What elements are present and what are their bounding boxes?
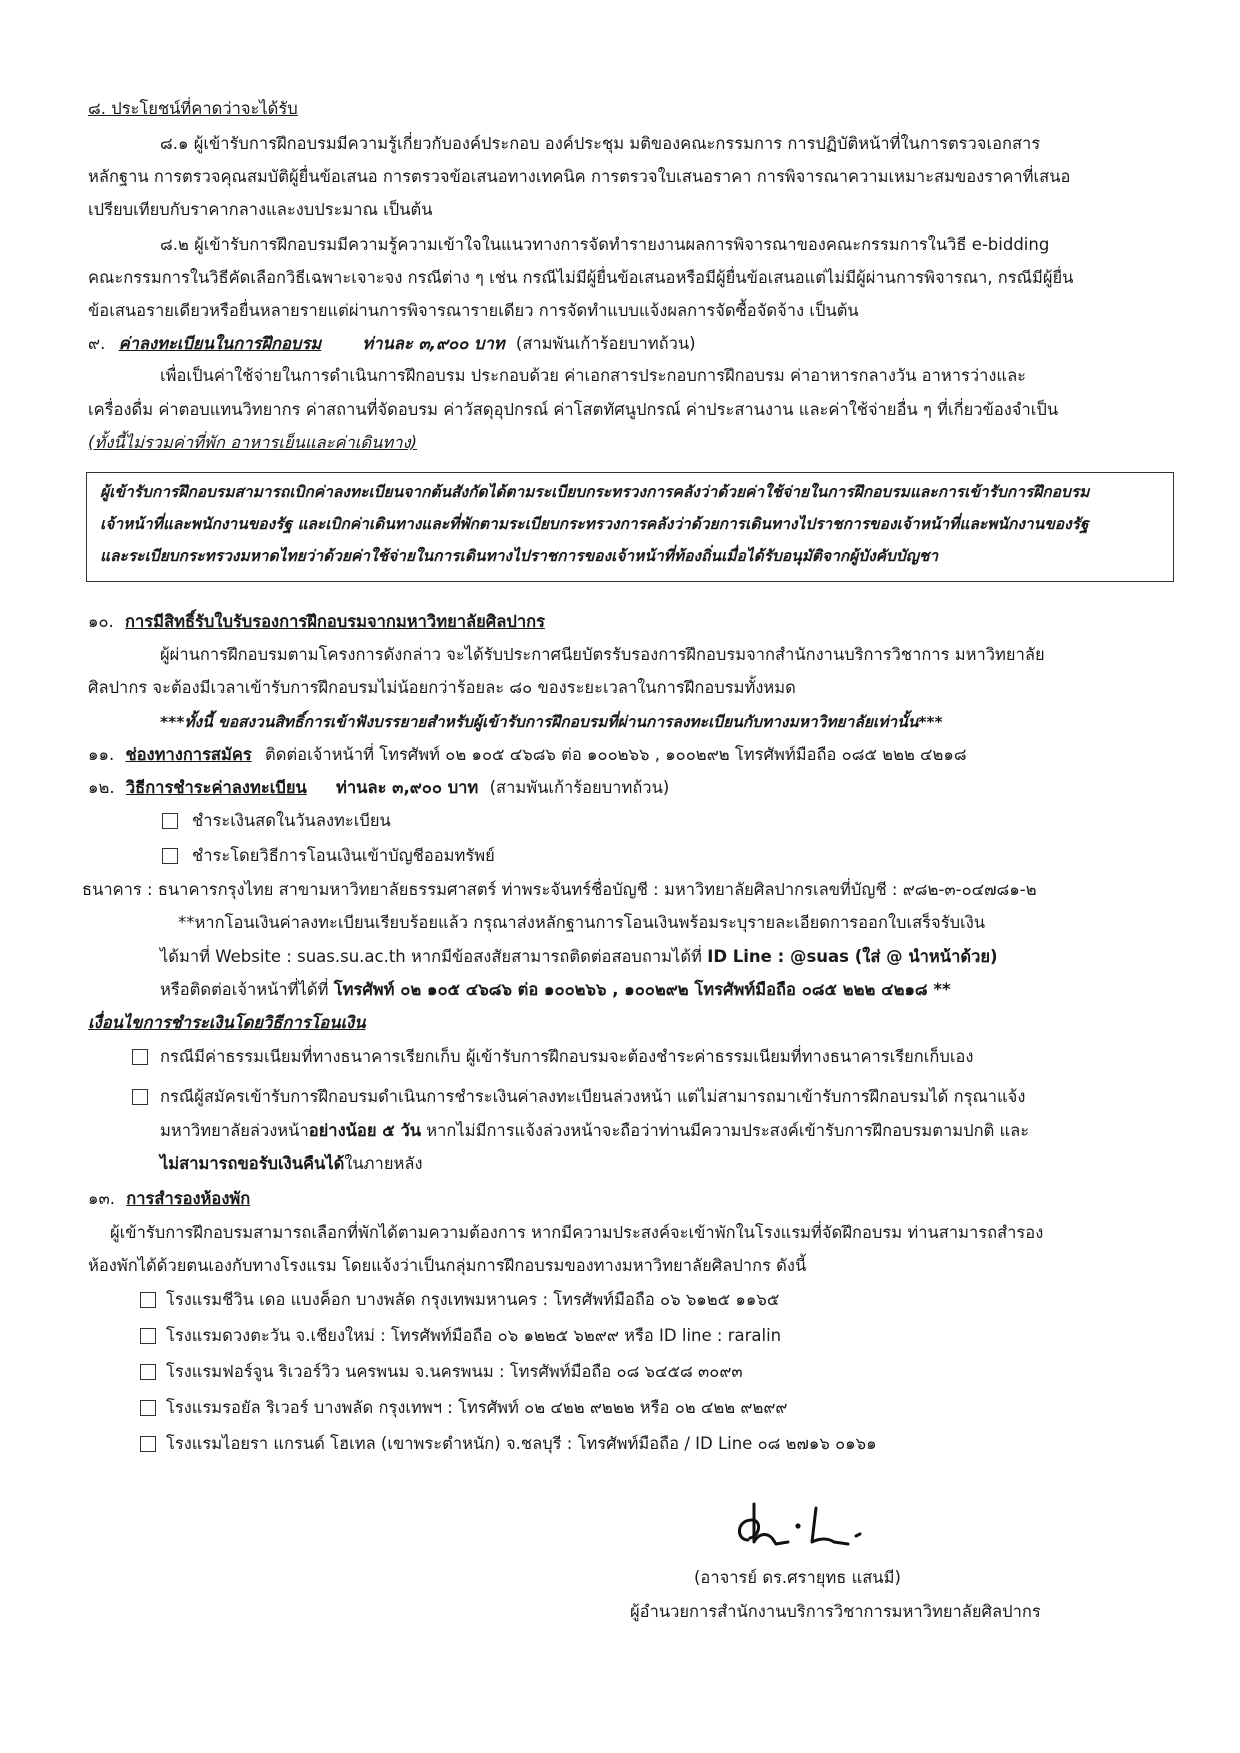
section-8-2-line3: ข้อเสนอรายเดียวหรือยื่นหลายรายแต่ผ่านการพิจารณารายเดียว การจัดทำแบบแจ้งผลการจัดซื้อจัดจ้าง เป็นต้น	[88, 301, 859, 320]
transfer-note-line1: **หากโอนเงินค่าลงทะเบียนเรียบร้อยแล้ว กรุณาส่งหลักฐานการโอนเงินพร้อมระบุรายละเอียดการออกใบเสร็จรับเงิน	[178, 913, 986, 932]
section-9-price-words: (สามพันเก้าร้อยบาทถ้วน)	[515, 334, 696, 353]
bank-account-info: ธนาคาร : ธนาคารกรุงไทย สาขามหาวิทยาลัยธรรมศาสตร์ ท่าพระจันทร์ชื่อบัญชี : มหาวิทยาลัยศิลปากรเลขที่บัญชี : ๙๘๒-๓-๐๔๗๘๑-๒	[82, 880, 1037, 899]
section-13-line1: ผู้เข้ารับการฝึกอบรมสามารถเลือกที่พักได้ตามความต้องการ หากมีความประสงค์จะเข้าพักในโรงแรมที่จัดฝึกอบรม ท่านสามารถสำรอง	[110, 1223, 1044, 1242]
condition-2-text-c: หากไม่มีการแจ้งล่วงหน้าจะถือว่าท่านมีความประสงค์เข้ารับการฝึกอบรมตามปกติ และ	[421, 1121, 1030, 1140]
section-11-number: ๑๑.	[88, 745, 115, 764]
payment-transfer-label: ชำระโดยวิธีการโอนเงินเข้าบัญชีออมทรัพย์	[192, 846, 495, 865]
section-12-price: ท่านละ ๓,๙๐๐ บาท	[336, 778, 479, 797]
section-8-2-line1: ๘.๒ ผู้เข้ารับการฝึกอบรมมีความรู้ความเข้าใจในแนวทางการจัดทำรายงานผลการพิจารณาของคณะกรรมการในวิธี e-bidding	[160, 235, 1050, 254]
signer-position: ผู้อำนวยการสำนักงานบริการวิชาการมหาวิทยาลัยศิลปากร	[630, 1602, 1041, 1621]
section-8-heading: ๘. ประโยชน์ที่คาดว่าจะได้รับ	[88, 99, 298, 118]
hotel-4: โรงแรมรอยัล ริเวอร์ บางพลัด กรุงเทพฯ : โทรศัพท์ ๐๒ ๔๒๒ ๙๒๒๒ หรือ ๐๒ ๔๒๒ ๙๒๙๙	[166, 1398, 788, 1417]
section-10-heading-line	[88, 609, 545, 635]
condition-2-line3	[160, 1151, 423, 1177]
payment-cash-label: ชำระเงินสดในวันลงทะเบียน	[192, 811, 391, 830]
section-8-1-line3: เปรียบเทียบกับราคากลางและงบประมาณ เป็นต้น	[88, 200, 433, 219]
conditions-heading: เงื่อนไขการชำระเงินโดยวิธีการโอนเงิน	[88, 1013, 366, 1032]
transfer-note-line3	[160, 977, 951, 1003]
section-9-line2: เครื่องดื่ม ค่าตอบแทนวิทยากร ค่าสถานที่จัดอบรม ค่าวัสดุอุปกรณ์ ค่าโสตทัศนูปกรณ์ ค่าประสานงาน และค่าใช้จ่ายอื่น ๆ ที่เกี่ยวข้องจำเป็น	[88, 400, 1059, 419]
transfer-note-website: ได้มาที่ Website : suas.su.ac.th หากมีข้อสงสัยสามารถติดต่อสอบถามได้ที่	[160, 947, 708, 966]
contact-phone: โทรศัพท์ ๐๒ ๑๐๕ ๔๖๘๖ ต่อ ๑๐๐๒๖๖ , ๑๐๐๒๙๒ โทรศัพท์มือถือ ๐๘๕ ๒๒๒ ๔๒๑๘ **	[333, 980, 951, 999]
condition-2-checkbox[interactable]	[132, 1089, 148, 1105]
section-12-heading: วิธีการชำระค่าลงทะเบียน	[125, 778, 307, 797]
hotel-2: โรงแรมดวงตะวัน จ.เชียงใหม่ : โทรศัพท์มือถือ ๐๖ ๑๒๒๕ ๖๒๙๙ หรือ ID line : raralin	[166, 1326, 782, 1345]
condition-1-checkbox[interactable]	[132, 1049, 148, 1065]
section-13-heading-line	[88, 1186, 250, 1212]
hotel-5: โรงแรมไอยรา แกรนด์ โฮเทล (เขาพระตำหนัก) จ.ชลบุรี : โทรศัพท์มือถือ / ID Line ๐๘ ๒๗๑๖ ๐๑๖๑	[166, 1434, 877, 1453]
section-8-1-line1: ๘.๑ ผู้เข้ารับการฝึกอบรมมีความรู้เกี่ยวกับองค์ประกอบ องค์ประชุม มติของคณะกรรมการ การปฏิบัติหน้าที่ในการตรวจเอกสาร	[160, 134, 1041, 153]
section-13-heading: การสำรองห้องพัก	[126, 1189, 251, 1208]
hotel-5-checkbox[interactable]	[140, 1436, 156, 1452]
condition-2-no-refund: ไม่สามารถขอรับเงินคืนได้	[160, 1154, 345, 1173]
signer-name: (อาจารย์ ดร.ศรายุทธ แสนมี)	[694, 1568, 901, 1587]
section-13-number: ๑๓.	[88, 1189, 115, 1208]
section-11-line	[88, 742, 967, 768]
signature	[730, 1498, 880, 1562]
condition-2-line1: กรณีผู้สมัครเข้ารับการฝึกอบรมดำเนินการชำระเงินค่าลงทะเบียนล่วงหน้า แต่ไม่สามารถมาเข้ารับการฝึกอบรมได้ กรุณาแจ้ง	[160, 1087, 1026, 1106]
box-line2: เจ้าหน้าที่และพนักงานของรัฐ และเบิกค่าเดินทางและที่พักตามระเบียบกระทรวงการคลังว่าด้วยการเดินทางไปราชการของเจ้าหน้าที่และพนักงานของรัฐ	[100, 515, 1089, 533]
section-10-number: ๑๐.	[88, 612, 114, 631]
payment-cash-checkbox[interactable]	[162, 813, 178, 829]
line-id: ID Line : @suas (ใส่ @ นำหน้าด้วย)	[707, 947, 998, 966]
section-10-line3: ***ทั้งนี้ ขอสงวนสิทธิ์การเข้าฟังบรรยายสำหรับผู้เข้ารับการฝึกอบรมที่ผ่านการลงทะเบียนกับทางมหาวิทยาลัยเท่านั้น***	[160, 713, 943, 731]
section-10-line2: ศิลปากร จะต้องมีเวลาเข้ารับการฝึกอบรมไม่น้อยกว่าร้อยละ ๘๐ ของระยะเวลาในการฝึกอบรมทั้งหมด	[88, 678, 796, 697]
hotel-1-checkbox[interactable]	[140, 1292, 156, 1308]
condition-2-text-a: มหาวิทยาลัยล่วงหน้า	[160, 1121, 309, 1140]
condition-2-text-end: ในภายหลัง	[344, 1154, 423, 1173]
hotel-1: โรงแรมชีวิน เดอ แบงค็อก บางพลัด กรุงเทพมหานคร : โทรศัพท์มือถือ ๐๖ ๖๑๒๕ ๑๑๖๕	[166, 1290, 780, 1309]
section-10-heading: การมีสิทธิ์รับใบรับรองการฝึกอบรมจากมหาวิทยาลัยศิลปากร	[125, 612, 545, 631]
hotel-2-checkbox[interactable]	[140, 1328, 156, 1344]
section-9-note: (ทั้งนี้ไม่รวมค่าที่พัก อาหารเย็นและค่าเดินทาง)	[88, 433, 418, 452]
section-11-heading: ช่องทางการสมัคร	[125, 745, 252, 764]
section-9-number: ๙.	[88, 334, 106, 353]
box-line3: และระเบียบกระทรวงมหาดไทยว่าด้วยค่าใช้จ่ายในการเดินทางไปราชการของเจ้าหน้าที่ท้องถิ่นเมื่อได้รับอนุมัติจากผู้บังคับบัญชา	[100, 547, 939, 565]
section-11-text: ติดต่อเจ้าหน้าที่ โทรศัพท์ ๐๒ ๑๐๕ ๔๖๘๖ ต่อ ๑๐๐๒๖๖ , ๑๐๐๒๙๒ โทรศัพท์มือถือ ๐๘๕ ๒๒๒ ๔๒๑๘	[265, 745, 967, 764]
section-9-heading-line	[88, 331, 696, 357]
section-8-1-line2: หลักฐาน การตรวจคุณสมบัติผู้ยื่นข้อเสนอ การตรวจข้อเสนอทางเทคนิค การตรวจใบเสนอราคา การพิจารณาความเหมาะสมของราคาที่เสนอ	[88, 167, 1071, 186]
hotel-4-checkbox[interactable]	[140, 1400, 156, 1416]
section-12-number: ๑๒.	[88, 778, 115, 797]
section-13-line2: ห้องพักได้ด้วยตนเองกับทางโรงแรม โดยแจ้งว่าเป็นกลุ่มการฝึกอบรมของทางมหาวิทยาลัยศิลปากร ดังนี้	[88, 1256, 807, 1275]
box-line1: ผู้เข้ารับการฝึกอบรมสามารถเบิกค่าลงทะเบียนจากต้นสังกัดได้ตามระเบียบกระทรวงการคลังว่าด้วยค่าใช้จ่ายในการฝึกอบรมและการเข้ารับการฝึกอบรม	[100, 483, 1090, 501]
condition-1-text: กรณีมีค่าธรรมเนียมที่ทางธนาคารเรียกเก็บ ผู้เข้ารับการฝึกอบรมจะต้องชำระค่าธรรมเนียมที่ทางธนาคารเรียกเก็บเอง	[160, 1047, 974, 1066]
hotel-3-checkbox[interactable]	[140, 1364, 156, 1380]
section-8-2-line2: คณะกรรมการในวิธีคัดเลือกวิธีเฉพาะเจาะจง กรณีต่าง ๆ เช่น กรณีไม่มีผู้ยื่นข้อเสนอหรือมีผู้ยื่นข้อเสนอแต่ไม่มีผู้ผ่านการพิจารณา, กรณีมีผู้ยื่น	[88, 268, 1074, 287]
section-9-line1: เพื่อเป็นค่าใช้จ่ายในการดำเนินการฝึกอบรม ประกอบด้วย ค่าเอกสารประกอบการฝึกอบรม ค่าอาหารกลางวัน อาหารว่างและ	[160, 366, 1027, 385]
condition-2-line2	[160, 1118, 1029, 1144]
transfer-note-contact: หรือติดต่อเจ้าหน้าที่ได้ที่	[160, 980, 334, 999]
payment-transfer-checkbox[interactable]	[162, 848, 178, 864]
section-12-heading-line	[88, 775, 669, 801]
hotel-3: โรงแรมฟอร์จูน ริเวอร์วิว นครพนม จ.นครพนม : โทรศัพท์มือถือ ๐๘ ๖๔๕๘ ๓๐๙๓	[166, 1362, 743, 1381]
section-9-price: ท่านละ ๓,๙๐๐ บาท	[362, 334, 505, 353]
section-9-heading: ค่าลงทะเบียนในการฝึกอบรม	[118, 334, 322, 353]
transfer-note-line2	[160, 944, 998, 970]
section-12-price-words: (สามพันเก้าร้อยบาทถ้วน)	[489, 778, 670, 797]
section-10-line1: ผู้ผ่านการฝึกอบรมตามโครงการดังกล่าว จะได้รับประกาศนียบัตรรับรองการฝึกอบรมจากสำนักงานบริการวิชาการ มหาวิทยาลัย	[160, 645, 1045, 664]
condition-2-deadline: อย่างน้อย ๕ วัน	[308, 1121, 422, 1140]
